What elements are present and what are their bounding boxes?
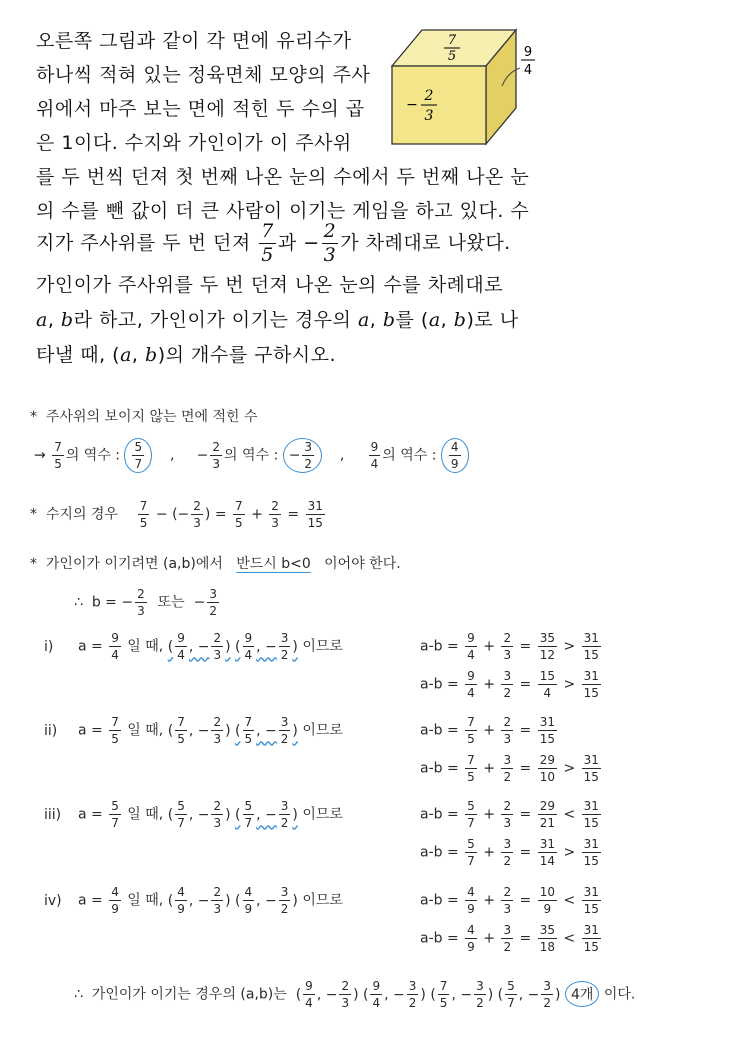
fraction: $\frac{5}{7}$ [467, 837, 475, 868]
problem-line-3: 위에서 마주 보는 면에 적힌 두 수의 곱 [36, 98, 365, 120]
fraction: $\frac{31}{14}$ [539, 837, 555, 868]
solution-step-condition: * 가인이가 이기려면 (a,b)에서 반드시 b<0 이어야 한다. [30, 556, 401, 572]
fraction: $\frac{3}{2}$ [280, 631, 289, 662]
fraction: $\frac{7}{5}$ [467, 715, 475, 746]
fraction: $\frac{7}{5}$ [244, 715, 253, 746]
ordered-pair: ( $\frac{4}{9}$ , − $\frac{2}{3}$ ) [167, 885, 231, 916]
fraction: $\frac{3}{2}$ [503, 669, 512, 700]
cube-front-denominator: 3 [424, 108, 434, 124]
solution-step-reciprocals: → $\frac{7}{5}$ 의 역수 : $\frac{5}{7}$ , − $\frac{2}{3}$ 의 역수 : − $\frac{3}{2}$ , $\frac{9}{4}$ 의 역수 : $\frac{4}{9}$ [34, 438, 469, 473]
fraction: $\frac{2}{3}$ [213, 631, 222, 662]
problem-line-5: 를 두 번씩 던져 첫 번째 나온 눈의 수에서 두 번째 나온 눈 [36, 166, 530, 188]
key-condition: 반드시 b<0 [236, 556, 311, 572]
fraction: $\frac{9}{4}$ [244, 631, 253, 662]
fraction: $\frac{2}{3}$ [213, 799, 222, 830]
case-calc-line: a-b = $\frac{9}{4}$ + $\frac{2}{3}$ = $\frac{35}{12}$ > $\frac{31}{15}$ [420, 631, 599, 662]
case-calc-line: a-b = $\frac{7}{5}$ + $\frac{2}{3}$ = $\frac{31}{15}$ [420, 715, 555, 746]
cube-side-numerator: 9 [523, 45, 533, 60]
fraction: $\frac{5}{7}$ [111, 799, 119, 830]
fraction: $\frac{2}{3}$ [503, 631, 512, 662]
fraction: $\frac{5}{7}$ [507, 979, 515, 1010]
problem-line-10: 타낼 때, (a, b)의 개수를 구하시오. [36, 344, 337, 366]
fraction: $\frac{2}{3}$ [213, 885, 222, 916]
fraction: $\frac{15}{4}$ [539, 669, 555, 700]
fraction: $\frac{35}{12}$ [539, 631, 555, 662]
solution-step-b-values: ∴ b = − $\frac{2}{3}$ 또는 − $\frac{3}{2}$ [74, 587, 217, 618]
case-calc-line: a-b = $\frac{5}{7}$ + $\frac{3}{2}$ = $\frac{31}{14}$ > $\frac{31}{15}$ [420, 837, 599, 868]
fraction: $\frac{4}{9}$ [467, 923, 475, 954]
ordered-pair: ( $\frac{9}{4}$ , − $\frac{2}{3}$ ) [295, 979, 359, 1010]
problem-line-8: 가인이가 주사위를 두 번 던져 나온 눈의 수를 차례대로 [36, 274, 504, 296]
ordered-pair: ( $\frac{7}{5}$ , − $\frac{2}{3}$ ) [167, 715, 231, 746]
fraction: $\frac{31}{15}$ [539, 715, 555, 746]
problem-line-2: 하나씩 적혀 있는 정육면체 모양의 주사 [36, 64, 371, 86]
fraction: $\frac{31}{15}$ [583, 631, 599, 662]
fraction: $\frac{31}{15}$ [583, 753, 599, 784]
fraction: $\frac{31}{15}$ [583, 669, 599, 700]
fraction: $\frac{9}{4}$ [177, 631, 185, 662]
fraction: $\frac{3}{2}$ [280, 885, 289, 916]
fraction: $\frac{2}{3}$ [503, 715, 512, 746]
case-row: iv) a = $\frac{4}{9}$ 일 때, ( $\frac{4}{9}$ , − $\frac{2}{3}$ ) ( $\frac{4}{9}$ , − $\frac{3}{2}$ ) 이므로 [44, 885, 343, 916]
fraction: $\frac{29}{10}$ [539, 753, 555, 784]
case-row: i) a = $\frac{9}{4}$ 일 때, ( $\frac{9}{4}$ , − $\frac{2}{3}$ ) ( $\frac{9}{4}$ , − $\frac{3}{2}$ ) 이므로 [44, 631, 343, 662]
problem-line-9: a, b라 하고, 가인이가 이기는 경우의 a, b를 (a, b)로 나 [36, 309, 519, 331]
fraction: $\frac{7}{5}$ [439, 979, 448, 1010]
fraction: $\frac{29}{21}$ [539, 799, 555, 830]
fraction: $\frac{2}{3}$ [323, 220, 337, 266]
case-calc-line: a-b = $\frac{4}{9}$ + $\frac{3}{2}$ = $\frac{35}{18}$ < $\frac{31}{15}$ [420, 923, 599, 954]
fraction: $\frac{35}{18}$ [539, 923, 555, 954]
case-calc-line: a-b = $\frac{4}{9}$ + $\frac{2}{3}$ = $\frac{10}{9}$ < $\frac{31}{15}$ [420, 885, 599, 916]
ordered-pair: ( $\frac{7}{5}$ , − $\frac{3}{2}$ ) [430, 979, 494, 1010]
ordered-pair: ( $\frac{7}{5}$ , − $\frac{3}{2}$ ) [235, 715, 298, 746]
fraction: $\frac{7}{5}$ [111, 715, 119, 746]
fraction: $\frac{3}{2}$ [280, 715, 289, 746]
ordered-pair: ( $\frac{9}{4}$ , − $\frac{3}{2}$ ) [235, 631, 298, 662]
ordered-pair: ( $\frac{5}{7}$ , − $\frac{3}{2}$ ) [497, 979, 561, 1010]
fraction: $\frac{4}{9}$ [244, 885, 253, 916]
fraction: $\frac{9}{4}$ [467, 669, 475, 700]
case-calc-line: a-b = $\frac{9}{4}$ + $\frac{3}{2}$ = $\frac{15}{4}$ > $\frac{31}{15}$ [420, 669, 599, 700]
case-calc-line: a-b = $\frac{5}{7}$ + $\frac{2}{3}$ = $\frac{29}{21}$ < $\frac{31}{15}$ [420, 799, 599, 830]
ordered-pair: ( $\frac{4}{9}$ , − $\frac{3}{2}$ ) [235, 885, 298, 916]
fraction: $\frac{3}{2}$ [543, 979, 552, 1010]
cube-front-numerator: 2 [424, 88, 434, 104]
fraction: $\frac{7}{5}$ [467, 753, 475, 784]
fraction: $\frac{2}{3}$ [503, 885, 512, 916]
fraction: $\frac{31}{15}$ [583, 885, 599, 916]
fraction: $\frac{2}{3}$ [503, 799, 512, 830]
problem-line-6: 의 수를 뺀 값이 더 큰 사람이 이기는 게임을 하고 있다. 수 [36, 200, 530, 222]
fraction: $\frac{9}{4}$ [372, 979, 381, 1010]
fraction: $\frac{4}{9}$ [177, 885, 185, 916]
fraction: $\frac{5}{7}$ [244, 799, 253, 830]
fraction: $\frac{5}{7}$ [467, 799, 475, 830]
fraction: $\frac{3}{2}$ [503, 923, 512, 954]
dice-cube-figure [386, 22, 556, 147]
answer-circle: $\frac{5}{7}$ [124, 438, 152, 473]
ordered-pair: ( $\frac{9}{4}$ , − $\frac{3}{2}$ ) [363, 979, 426, 1010]
fraction: $\frac{31}{15}$ [583, 799, 599, 830]
cube-top-denominator: 5 [447, 49, 457, 64]
fraction: $\frac{2}{3}$ [213, 715, 222, 746]
answer-count-circle: 4개 [565, 981, 599, 1007]
answer-circle: − $\frac{3}{2}$ [283, 438, 322, 473]
ordered-pair: ( $\frac{5}{7}$ , − $\frac{3}{2}$ ) [235, 799, 298, 830]
problem-line-4: 은 1이다. 수지와 가인이가 이 주사위 [36, 132, 352, 154]
fraction: $\frac{3}{2}$ [408, 979, 417, 1010]
fraction: $\frac{5}{7}$ [177, 799, 185, 830]
solution-step-hidden-faces: * 주사위의 보이지 않는 면에 적힌 수 [30, 409, 258, 425]
cube-side-denominator: 4 [523, 63, 533, 78]
fraction: $\frac{4}{9}$ [467, 885, 475, 916]
fraction: $\frac{2}{3}$ [341, 979, 350, 1010]
solution-conclusion: ∴ 가인이가 이기는 경우의 (a,b)는 ( $\frac{9}{4}$ , − $\frac{2}{3}$ ) ( $\frac{9}{4}$ , − $\frac{3}{2}$ ) ( $\frac{7}{5}$ , − $\frac{3}{2}$ ) ( $\frac{5}{7}$ , − $\frac{3}{2}$ ) 4개 이다. [74, 979, 636, 1010]
fraction: $\frac{3}{2}$ [503, 753, 512, 784]
answer-circle: $\frac{4}{9}$ [441, 438, 469, 473]
fraction: $\frac{31}{15}$ [583, 923, 599, 954]
case-calc-line: a-b = $\frac{7}{5}$ + $\frac{3}{2}$ = $\frac{29}{10}$ > $\frac{31}{15}$ [420, 753, 599, 784]
case-row: iii) a = $\frac{5}{7}$ 일 때, ( $\frac{5}{7}$ , − $\frac{2}{3}$ ) ( $\frac{5}{7}$ , − $\frac{3}{2}$ ) 이므로 [44, 799, 343, 830]
problem-line-7: 지가 주사위를 두 번 던져 $\frac{7}{5}$ 과 − $\frac{2}{3}$ 가 차례대로 나왔다. [36, 220, 511, 266]
fraction: $\frac{4}{9}$ [111, 885, 119, 916]
fraction: $\frac{9}{4}$ [111, 631, 119, 662]
ordered-pair: ( $\frac{9}{4}$ , − $\frac{2}{3}$ ) [167, 631, 231, 662]
case-row: ii) a = $\frac{7}{5}$ 일 때, ( $\frac{7}{5}$ , − $\frac{2}{3}$ ) ( $\frac{7}{5}$ , − $\frac{3}{2}$ ) 이므로 [44, 715, 343, 746]
fraction: $\frac{3}{2}$ [476, 979, 484, 1010]
problem-line-1: 오른쪽 그림과 같이 각 면에 유리수가 [36, 30, 352, 52]
fraction: $\frac{7}{5}$ [261, 220, 274, 266]
winning-pairs [295, 979, 565, 1010]
fraction: $\frac{3}{2}$ [280, 799, 289, 830]
ordered-pair: ( $\frac{5}{7}$ , − $\frac{2}{3}$ ) [167, 799, 231, 830]
fraction: $\frac{3}{2}$ [503, 837, 512, 868]
fraction: $\frac{9}{4}$ [305, 979, 313, 1010]
fraction: $\frac{31}{15}$ [583, 837, 599, 868]
cube-front-sign: − [406, 97, 418, 113]
fraction: $\frac{10}{9}$ [539, 885, 555, 916]
cube-top-numerator: 7 [447, 33, 457, 48]
solution-step-suji: * 수지의 경우 $\frac{7}{5}$ − (− $\frac{2}{3}$ ) = $\frac{7}{5}$ + $\frac{2}{3}$ = $\frac{31}{15}$ [30, 499, 323, 530]
fraction: $\frac{7}{5}$ [177, 715, 185, 746]
fraction: $\frac{9}{4}$ [467, 631, 475, 662]
